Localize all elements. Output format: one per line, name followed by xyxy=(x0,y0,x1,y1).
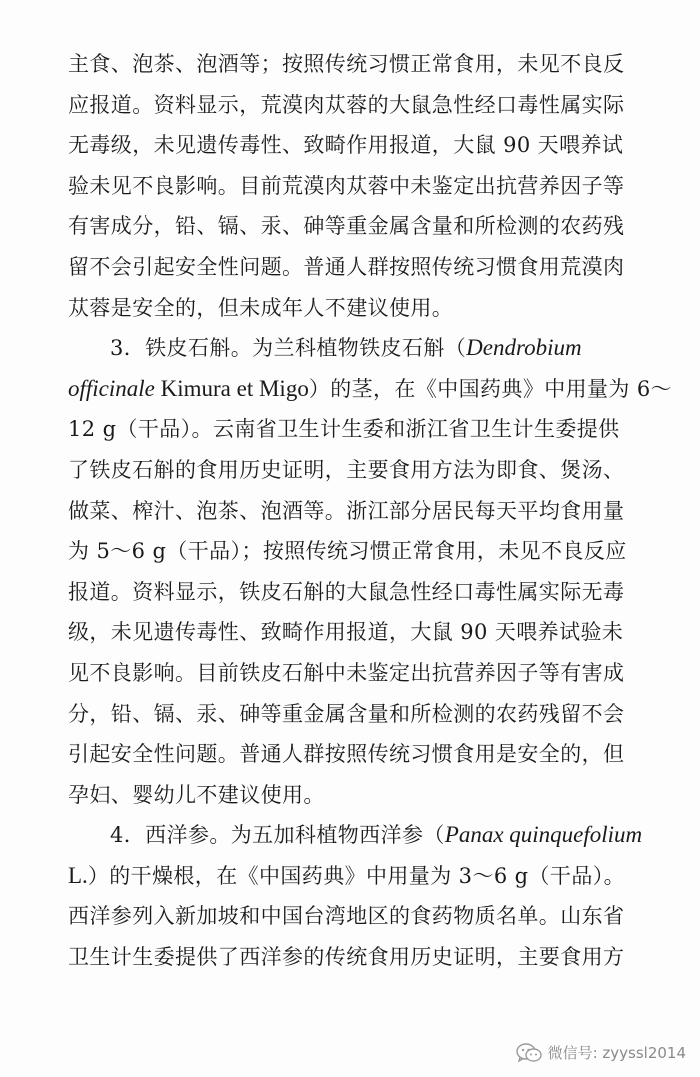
text-line: 为 5～6 g（干品）；按照传统习惯正常食用，未见不良反应 xyxy=(68,539,627,564)
text-line: 做菜、榨汁、泡茶、泡酒等。浙江部分居民每天平均食用量 xyxy=(68,498,625,523)
section-3-title: 3．铁皮石斛。为兰科植物铁皮石斛（ xyxy=(110,336,467,361)
text-line: 有害成分，铅、镉、汞、砷等重金属含量和所检测的农药残 xyxy=(68,214,625,239)
text-line: 应报道。资料显示，荒漠肉苁蓉的大鼠急性经口毒性属实际 xyxy=(68,92,625,117)
text-line: 引起安全性问题。普通人群按照传统习惯食用是安全的，但 xyxy=(68,742,625,767)
section-4-heading-line xyxy=(68,815,643,856)
watermark xyxy=(516,1042,686,1063)
watermark-text: 微信号: zyyssl2014 xyxy=(547,1044,686,1062)
text-line xyxy=(68,369,673,410)
text-line: 了铁皮石斛的食用历史证明，主要食用方法为即食、煲汤、 xyxy=(68,457,625,482)
text-line: 苁蓉是安全的，但未成年人不建议使用。 xyxy=(68,295,454,320)
latin-binomial: Panax quinquefolium xyxy=(444,822,643,848)
text-line: 报道。资料显示，铁皮石斛的大鼠急性经口毒性属实际无毒 xyxy=(68,579,625,604)
section-4-title: 4．西洋参。为五加科植物西洋参（ xyxy=(110,823,445,848)
text-line: 级，未见遗传毒性、致畸作用报道，大鼠 90 天喂养试验未 xyxy=(68,620,624,645)
latin-genus: Dendrobium xyxy=(466,335,582,361)
text-line xyxy=(68,856,640,897)
latin-authority: L. xyxy=(68,862,88,888)
text-segment: ）的干燥根，在《中国药典》中用量为 3～6 g（干品）。 xyxy=(87,863,626,888)
text-line: 12 g（干品）。云南省卫生计生委和浙江省卫生计生委提供 xyxy=(68,417,620,442)
text-line: 分，铅、镉、汞、砷等重金属含量和所检测的农药残留不会 xyxy=(68,701,625,726)
text-line: 留不会引起安全性问题。普通人群按照传统习惯食用荒漠肉 xyxy=(68,254,625,279)
wechat-icon xyxy=(516,1043,542,1063)
text-line: 主食、泡茶、泡酒等；按照传统习惯正常食用，未见不良反 xyxy=(68,52,625,76)
latin-species: officinale xyxy=(68,375,155,401)
text-line: 验未见不良影响。目前荒漠肉苁蓉中未鉴定出抗营养因子等 xyxy=(68,173,625,198)
section-3-heading-line xyxy=(68,328,640,369)
text-line: 西洋参列入新加坡和中国台湾地区的食药物质名单。山东省 xyxy=(68,904,625,929)
text-line: 见不良影响。目前铁皮石斛中未鉴定出抗营养因子等有害成 xyxy=(68,660,625,685)
document-body xyxy=(68,44,673,978)
text-line: 孕妇、婴幼儿不建议使用。 xyxy=(68,782,325,807)
text-segment: ）的茎，在《中国药典》中用量为 6～ xyxy=(308,376,673,401)
latin-authority: Kimura et Migo xyxy=(154,375,309,401)
text-line: 无毒级，未见遗传毒性、致畸作用报道，大鼠 90 天喂养试 xyxy=(68,133,624,158)
text-line: 卫生计生委提供了西洋参的传统食用历史证明，主要食用方 xyxy=(68,945,625,970)
